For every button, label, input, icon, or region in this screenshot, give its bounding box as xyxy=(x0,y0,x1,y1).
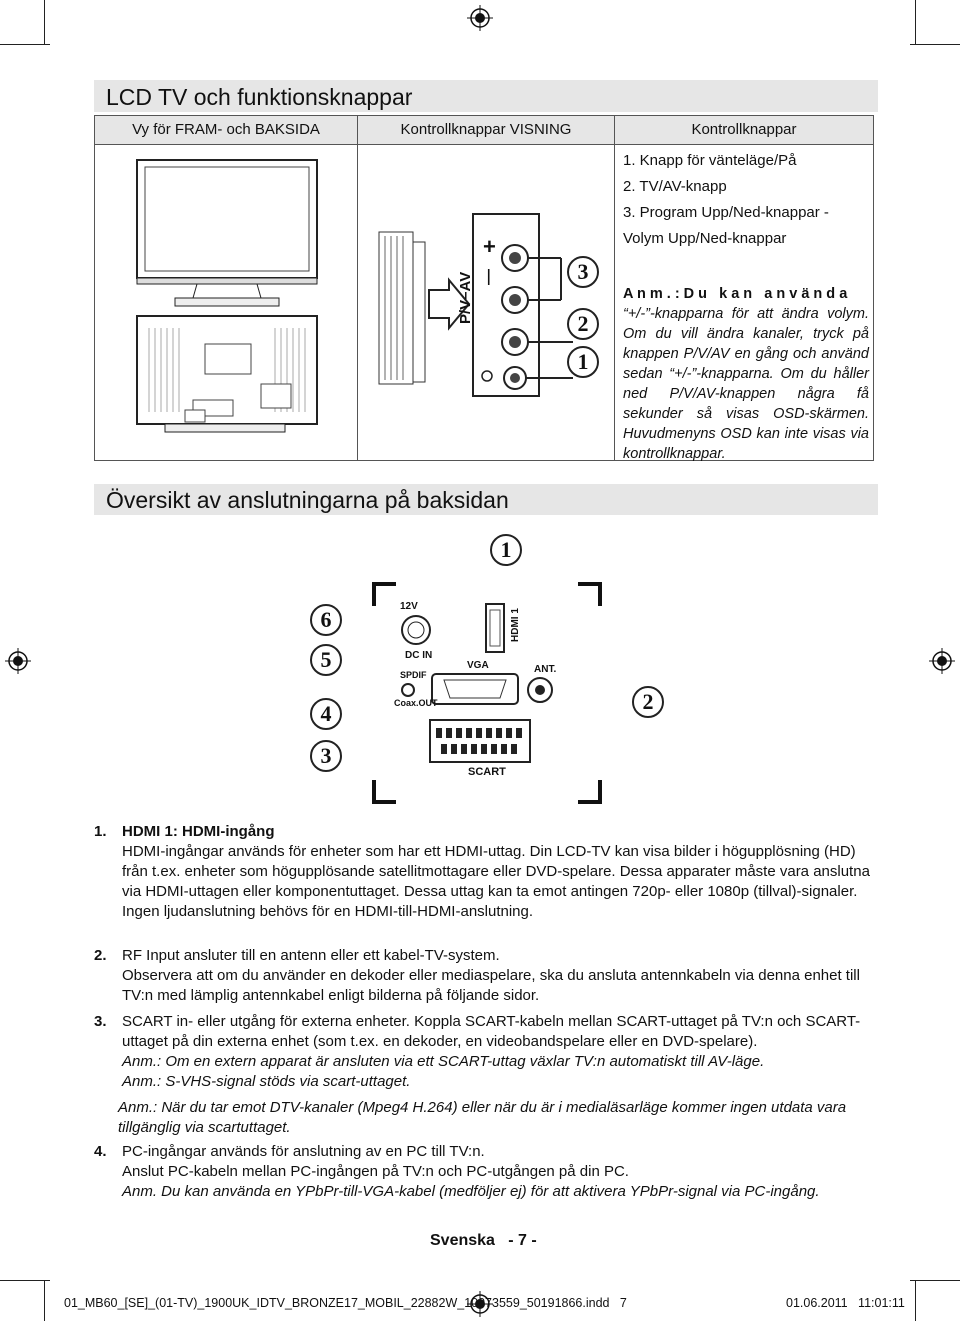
note-body: “+/-”-knapparna för att ändra volym. Om du vill ändra kanaler, tryck på knappen P/V/AV en gång och använd sedan “+/-”-knapparna. Om du håller ned P/V/AV-knappen några få sekunder så visas OSD-skärmen. Huvudmenyns OSD kan inte visas via kontrollknappar. xyxy=(623,306,869,462)
controls-list xyxy=(623,148,871,252)
callout-number: 3 xyxy=(567,256,599,288)
table-divider xyxy=(614,116,615,460)
crop-mark xyxy=(915,0,916,44)
control-buttons-illustration xyxy=(377,212,577,398)
crop-mark xyxy=(910,1280,960,1281)
controls-note xyxy=(623,284,869,464)
port-label-ant: ANT. xyxy=(534,664,557,675)
item-number: 1. xyxy=(94,823,107,840)
item-number: 4. xyxy=(94,1143,107,1160)
list-item: 2. TV/AV-knapp xyxy=(623,178,727,195)
port-label-12v: 12V xyxy=(400,601,418,612)
item-text: Observera att om du använder en dekoder eller mediaspelare, ska du ansluta antennkabeln via denna enhet till TV:n med lämplig antennkabel enligt bilderna på följande sidor. xyxy=(122,967,860,1004)
list-item: 3. Program Upp/Ned-knappar - xyxy=(623,204,829,221)
callout-number: 2 xyxy=(632,686,664,718)
crop-mark xyxy=(0,1280,50,1281)
crop-mark xyxy=(44,0,45,44)
tv-front-illustration xyxy=(135,158,319,310)
crop-mark xyxy=(910,44,960,45)
item-number: 3. xyxy=(94,1013,107,1030)
minus-label: — xyxy=(480,269,497,285)
file-slug: 01_MB60_[SE]_(01-TV)_1900UK_IDTV_BRONZE17_MOBIL_22882W_10073559_50191866.indd 7 xyxy=(64,1296,627,1310)
port-label-vga: VGA xyxy=(467,660,489,671)
callout-number: 1 xyxy=(490,534,522,566)
port-label-coax: Coax.OUT xyxy=(394,698,438,708)
item-note: Anm.: S-VHS-signal stöds via scart-uttaget. xyxy=(122,1073,411,1090)
note-lead: A n m . : D u k a n a n v ä n d a xyxy=(623,286,848,302)
port-label-hdmi: HDMI 1 xyxy=(510,608,521,642)
item-note: Anm.: Om en extern apparat är ansluten via ett SCART-uttag växlar TV:n automatiskt till AV-läge. xyxy=(122,1053,765,1070)
section-title: Översikt av anslutningarna på baksidan xyxy=(106,487,509,513)
callout-number: 1 xyxy=(567,346,599,378)
item-note: Anm.: När du tar emot DTV-kanaler (Mpeg4 H.264) eller när du är i medialäsarläge kommer ingen utdata vara tillgänglig via scartuttaget. xyxy=(118,1099,847,1136)
port-label-spdif: SPDIF xyxy=(400,670,427,680)
port-label-scart: SCART xyxy=(468,766,506,778)
item-text: Anslut PC-kabeln mellan PC-ingången på TV:n och PC-utgången på din PC. xyxy=(122,1163,629,1180)
registration-mark-icon xyxy=(5,648,31,674)
crop-mark xyxy=(915,1280,916,1321)
item-text: HDMI-ingångar används för enheter som har ett HDMI-uttag. Din LCD-TV kan visa bilder i högupplösning (HD) från t.ex. enheter som högupplösande satellitmottagare eller DVD-spelare. Dessa apparater måste vara anslutna via HDMI-uttagen eller komponentuttaget. Dessa uttag kan ta emot antingen 720p- eller 1080p (tillval)-signaler. Ingen ljudanslutning behövs för en HDMI-till-HDMI-anslutning. xyxy=(122,843,870,920)
item-text: PC-ingångar används för anslutning av en PC till TV:n. xyxy=(122,1143,485,1160)
callout-number: 6 xyxy=(310,604,342,636)
file-date: 01.06.2011 11:01:11 xyxy=(786,1296,905,1310)
table-header: Kontrollknappar xyxy=(615,116,873,145)
table-header: Vy för FRAM- och BAKSIDA xyxy=(95,116,357,145)
pvav-label: P/V–AV xyxy=(457,271,474,324)
list-item: 1. Knapp för vänteläge/På xyxy=(623,152,797,169)
crop-mark xyxy=(44,1280,45,1321)
registration-mark-icon xyxy=(467,5,493,31)
section-header xyxy=(94,80,878,112)
item-number: 2. xyxy=(94,947,107,964)
item-note: Anm. Du kan använda en YPbPr-till-VGA-kabel (medföljer ej) för att aktivera YPbPr-signal via PC-ingång. xyxy=(122,1183,820,1200)
item-text: SCART in- eller utgång för externa enheter. Koppla SCART-kabeln mellan SCART-uttaget på TV:n och SCART-uttaget på din externa enhet (som t.ex. en dekoder, en videobandspelare eller en DVD-spelare). xyxy=(122,1013,861,1050)
section-header xyxy=(94,484,878,515)
page-number: Svenska - 7 - xyxy=(430,1232,537,1249)
plus-label: + xyxy=(483,234,496,259)
crop-mark xyxy=(0,44,50,45)
callout-number: 2 xyxy=(567,308,599,340)
callout-number: 4 xyxy=(310,698,342,730)
table-header: Kontrollknappar VISNING xyxy=(358,116,614,145)
registration-mark-icon xyxy=(929,648,955,674)
callout-number: 3 xyxy=(310,740,342,772)
list-item: Volym Upp/Ned-knappar xyxy=(623,230,787,247)
table-divider xyxy=(357,116,358,460)
controls-table xyxy=(94,115,874,461)
callout-number: 5 xyxy=(310,644,342,676)
tv-back-illustration xyxy=(135,314,319,438)
item-text: RF Input ansluter till en antenn eller ett kabel-TV-system. xyxy=(122,947,500,964)
section-title: LCD TV och funktionsknappar xyxy=(106,84,413,110)
item-heading: HDMI 1: HDMI-ingång xyxy=(122,823,275,840)
port-label-dcin: DC IN xyxy=(405,650,433,661)
